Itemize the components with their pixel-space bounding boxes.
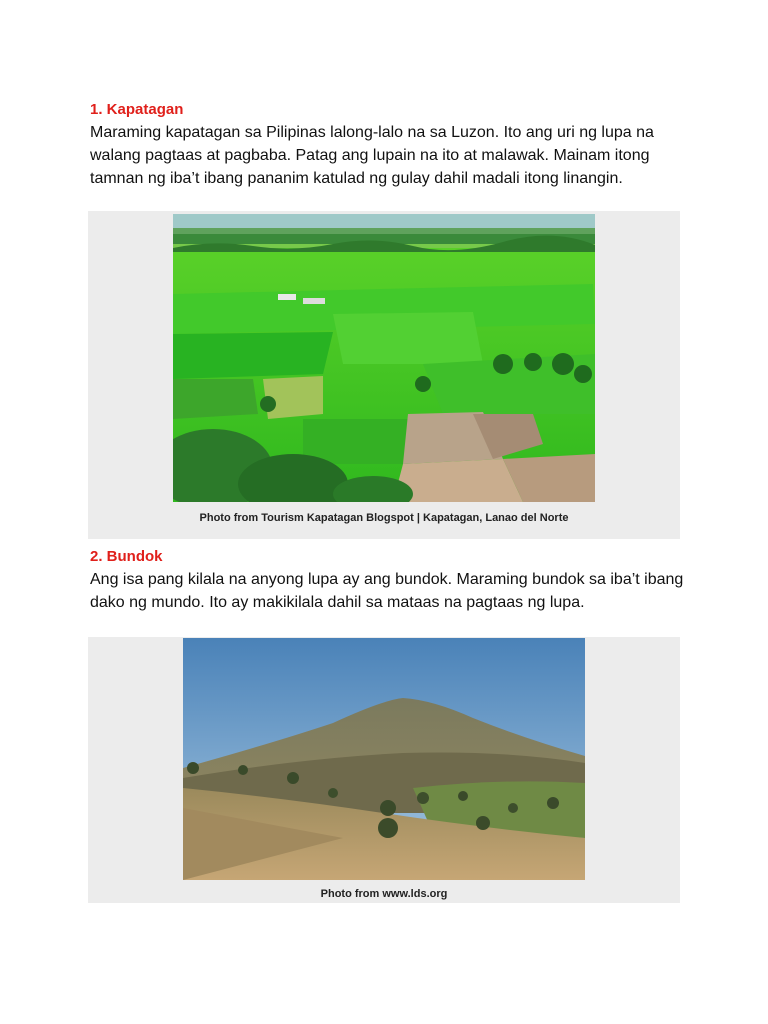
plains-photo: [173, 214, 595, 502]
figure-kapatagan: [88, 211, 680, 539]
paragraph-kapatagan: Maraming kapatagan sa Pilipinas lalong-lalo na sa Luzon. Ito ang uri ng lupa na walang pagtaas at pagbaba. Patag ang lupain na ito at malawak. Mainam itong tamnan ng iba’t ibang pananim katulad ng gulay dahil madali itong linangin.: [90, 124, 654, 187]
mountain-photo: [183, 638, 585, 880]
heading-bundok: 2. Bundok: [90, 548, 163, 565]
caption-kapatagan: Photo from Tourism Kapatagan Blogspot | Kapatagan, Lanao del Norte: [199, 512, 569, 524]
heading-kapatagan: 1. Kapatagan: [90, 101, 184, 118]
figure-bundok: [88, 637, 680, 903]
caption-bundok: Photo from www.lds.org: [320, 888, 448, 900]
paragraph-bundok: Ang isa pang kilala na anyong lupa ay ang bundok. Maraming bundok sa iba’t ibang dako ng mundo. Ito ay makikilala dahil sa mataas na pagtaas ng lupa.: [90, 571, 684, 611]
